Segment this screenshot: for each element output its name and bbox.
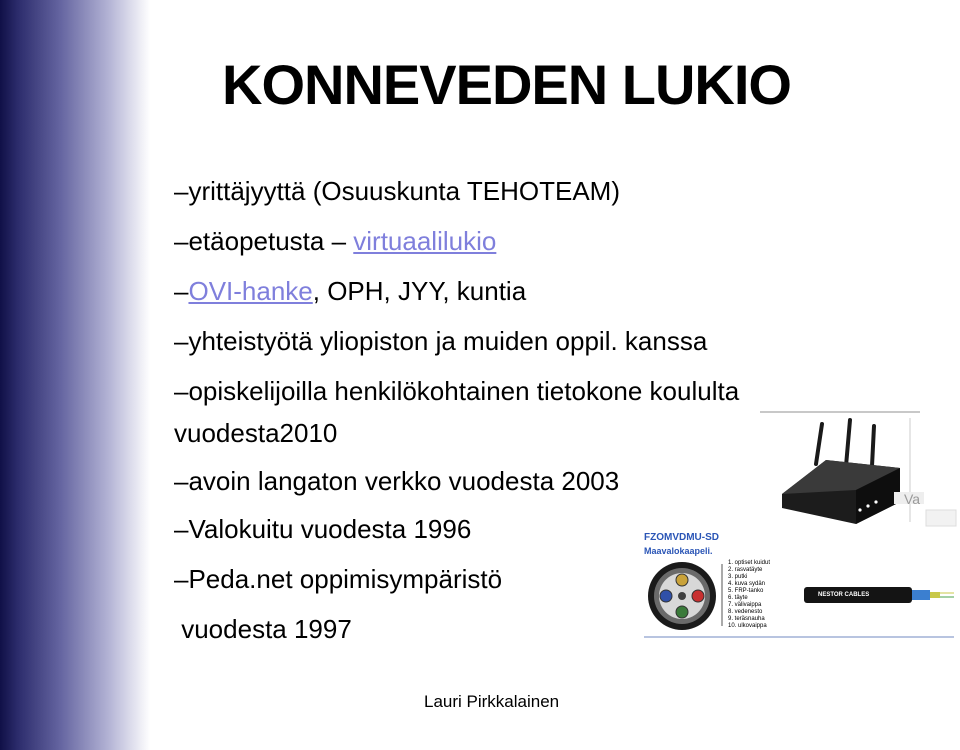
legend-item: 4. kuva sydän bbox=[728, 581, 766, 587]
bullet-fiber bbox=[174, 514, 471, 545]
ovi-hanke-link[interactable]: OVI-hanke bbox=[188, 276, 313, 306]
legend-item: 8. vedenesto bbox=[728, 609, 763, 615]
legend-item: 3. putki bbox=[728, 574, 748, 580]
legend-item: 9. teräsnauha bbox=[728, 616, 765, 622]
virtuaalilukio-link[interactable]: virtuaalilukio bbox=[353, 226, 497, 256]
bullet-text: –Peda.net oppimisympäristö bbox=[174, 564, 503, 594]
bullet-text: vuodesta 1997 bbox=[174, 614, 352, 644]
bullet-cooperation bbox=[174, 326, 707, 357]
bullet-text-suffix: , OPH, JYY, kuntia bbox=[312, 276, 527, 306]
legend-item: 1. optiset kuidut bbox=[728, 560, 771, 566]
cable-title: FZOMVDMU-SD bbox=[644, 532, 719, 543]
bullet-text: –yrittäjyyttä (Osuuskunta TEHOTEAM) bbox=[174, 176, 620, 206]
bullet-pedanet-year bbox=[174, 614, 352, 645]
bullet-text: – bbox=[174, 276, 189, 306]
slide-title: KONNEVEDEN LUKIO bbox=[222, 53, 791, 116]
cable-cross-section-icon bbox=[644, 558, 724, 634]
bullet-text: –opiskelijoilla henkilökohtainen tietokone koululta bbox=[174, 376, 740, 406]
bullet-distance-learning bbox=[174, 226, 496, 257]
fiber-cable-image bbox=[640, 528, 958, 640]
cable-subtitle: Maavalokaapeli. bbox=[644, 546, 713, 556]
bullet-ovi-project bbox=[174, 276, 526, 307]
bullet-text: –yhteistyötä yliopiston ja muiden oppil. kanssa bbox=[174, 326, 708, 356]
bullet-wireless-network bbox=[174, 466, 619, 497]
bullet-text: –avoin langaton verkko vuodesta 2003 bbox=[174, 466, 620, 496]
bullet-text: vuodesta2010 bbox=[174, 418, 338, 448]
bullet-entrepreneurship bbox=[174, 176, 620, 207]
bullet-pedanet bbox=[174, 564, 502, 595]
footer-author: Lauri Pirkkalainen bbox=[424, 692, 560, 711]
legend-item: 5. FRP-tanko bbox=[728, 588, 764, 594]
legend-item: 2. rasvatäyte bbox=[728, 567, 763, 573]
bullet-text: –Valokuitu vuodesta 1996 bbox=[174, 514, 472, 544]
wireless-router-icon bbox=[760, 410, 960, 530]
cable-brand: NESTOR CABLES bbox=[818, 592, 870, 598]
cable-legend bbox=[728, 560, 770, 630]
bullet-text: –etäopetusta – bbox=[174, 226, 354, 256]
side-gradient-band bbox=[0, 0, 150, 750]
cable-bottom-rule bbox=[644, 636, 954, 638]
bullet-personal-computer-year bbox=[174, 418, 337, 449]
bullet-personal-computer bbox=[174, 376, 739, 407]
router-partial-text: Va bbox=[904, 491, 921, 507]
legend-item: 10. ulkovaippa bbox=[728, 623, 767, 629]
legend-item: 6. täyte bbox=[728, 595, 748, 601]
legend-item: 7. välivaippa bbox=[728, 602, 762, 608]
